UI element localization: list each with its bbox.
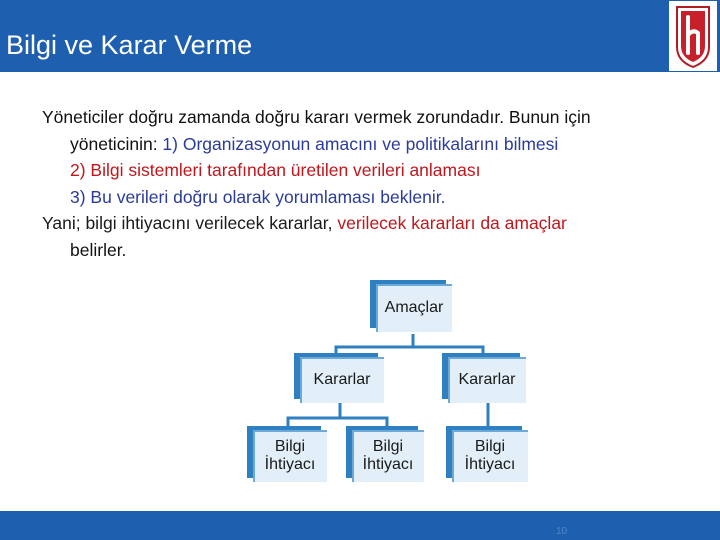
body-line-5-b: verilecek kararları da amaçlar	[337, 213, 567, 233]
footer-bar	[0, 511, 720, 540]
node-leaf-2	[352, 430, 424, 482]
node-leaf-1-label: Bilgi İhtiyacı	[264, 438, 316, 473]
body-line-5-a: Yani; bilgi ihtiyacını verilecek kararlar,	[42, 213, 338, 233]
node-root	[376, 284, 452, 332]
node-level2-left	[300, 357, 384, 403]
body-item-2: 2) Bilgi sistemleri tarafından üretilen verileri anlaması	[70, 160, 481, 180]
body-line-6: belirler.	[70, 239, 127, 260]
node-leaf-1	[253, 430, 327, 482]
node-level2-left-label: Kararlar	[313, 371, 371, 388]
node-leaf-2-label: Bilgi İhtiyacı	[362, 438, 414, 473]
body-line-2-prefix: yöneticinin:	[70, 133, 163, 154]
body-item-1: 1) Organizasyonun amacını ve politikalarını bilmesi	[162, 133, 559, 154]
node-leaf-3	[452, 430, 528, 482]
page-number: 10	[556, 526, 568, 537]
node-root-label: Amaçlar	[384, 299, 444, 316]
node-level2-right-label: Kararlar	[458, 371, 516, 388]
slide-title: Bilgi ve Karar Verme	[6, 30, 253, 60]
node-level2-right	[448, 357, 526, 403]
body-line-1: Yöneticiler doğru zamanda doğru kararı vermek zorundadır. Bunun için	[42, 107, 591, 127]
node-leaf-3-label: Bilgi İhtiyacı	[464, 438, 516, 473]
body-item-3: 3) Bu verileri doğru olarak yorumlaması beklenir.	[70, 186, 446, 207]
